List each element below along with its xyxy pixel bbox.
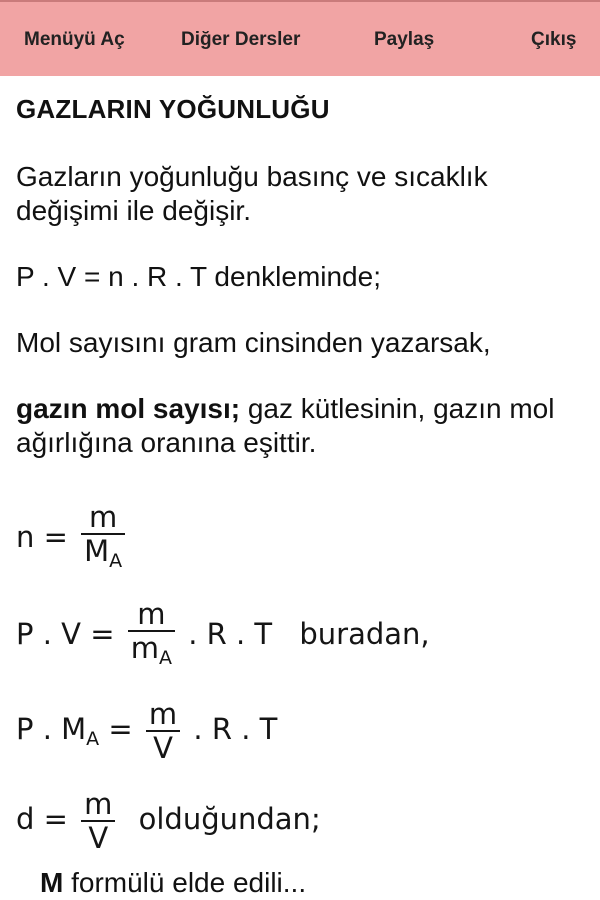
formula-density-tail: olduğundan; (138, 802, 321, 836)
formula-ideal-gas-lhs: P . V = (16, 617, 115, 651)
fraction-numerator: m (128, 598, 175, 632)
fraction-denominator: V (153, 731, 173, 765)
paragraph-mol-definition (16, 392, 586, 460)
share-button[interactable]: Paylaş (374, 29, 435, 50)
formula-ideal-gas-substituted (16, 598, 430, 674)
other-lessons-button[interactable]: Diğer Dersler (181, 29, 301, 50)
paragraph-ideal-gas-equation: P . V = n . R . T denkleminde; (16, 261, 381, 292)
fraction-denominator: V (88, 821, 109, 855)
article-title: GAZLARIN YOĞUNLUĞU (16, 94, 330, 124)
mol-definition-text: gaz kütlesinin, gazın mol ağırlığına oranına eşittir. (16, 393, 555, 458)
fraction-mass-over-volume (146, 698, 180, 764)
formula-molar-mass-rearranged (16, 698, 277, 764)
formula-molar-mass-rhs: . R . T (193, 712, 278, 746)
paragraph-partial-last-line (40, 866, 306, 900)
top-navigation-bar (0, 0, 600, 76)
formula-ideal-gas-tail: buradan, (299, 617, 430, 651)
formula-ideal-gas-rhs: . R . T (188, 617, 273, 651)
fraction-denominator: $M_A$ (84, 534, 123, 572)
menu-button[interactable]: Menüyü Aç (24, 29, 125, 50)
fraction-denominator: $m_A$ (130, 631, 172, 669)
formula-mol-count-lhs: n = (16, 520, 68, 554)
exit-button[interactable]: Çıkış (531, 29, 577, 50)
partial-line-text: formülü elde edili... (71, 867, 307, 898)
paragraph-mol-in-grams: Mol sayısını gram cinsinden yazarsak, (16, 327, 491, 358)
partial-line-bold: M (40, 867, 64, 898)
mol-definition-bold: gazın mol sayısı; (16, 393, 241, 424)
formula-mol-count (16, 501, 129, 577)
fraction-numerator: m (81, 501, 125, 535)
fraction-mass-over-molar-mass (128, 598, 175, 674)
paragraph-density-change: Gazların yoğunluğu basınç ve sıcaklık değişimi ile değişir. (16, 161, 488, 226)
formula-density (16, 788, 321, 854)
formula-molar-mass-lhs: P . $M_A$ (16, 712, 100, 750)
fraction-numerator: m (146, 698, 180, 732)
fraction-mass-over-molar-mass (81, 501, 125, 577)
fraction-numerator: m (81, 788, 115, 822)
formula-molar-mass-equals: = (108, 712, 133, 746)
fraction-mass-over-volume (81, 788, 115, 854)
formula-density-lhs: d = (16, 802, 68, 836)
